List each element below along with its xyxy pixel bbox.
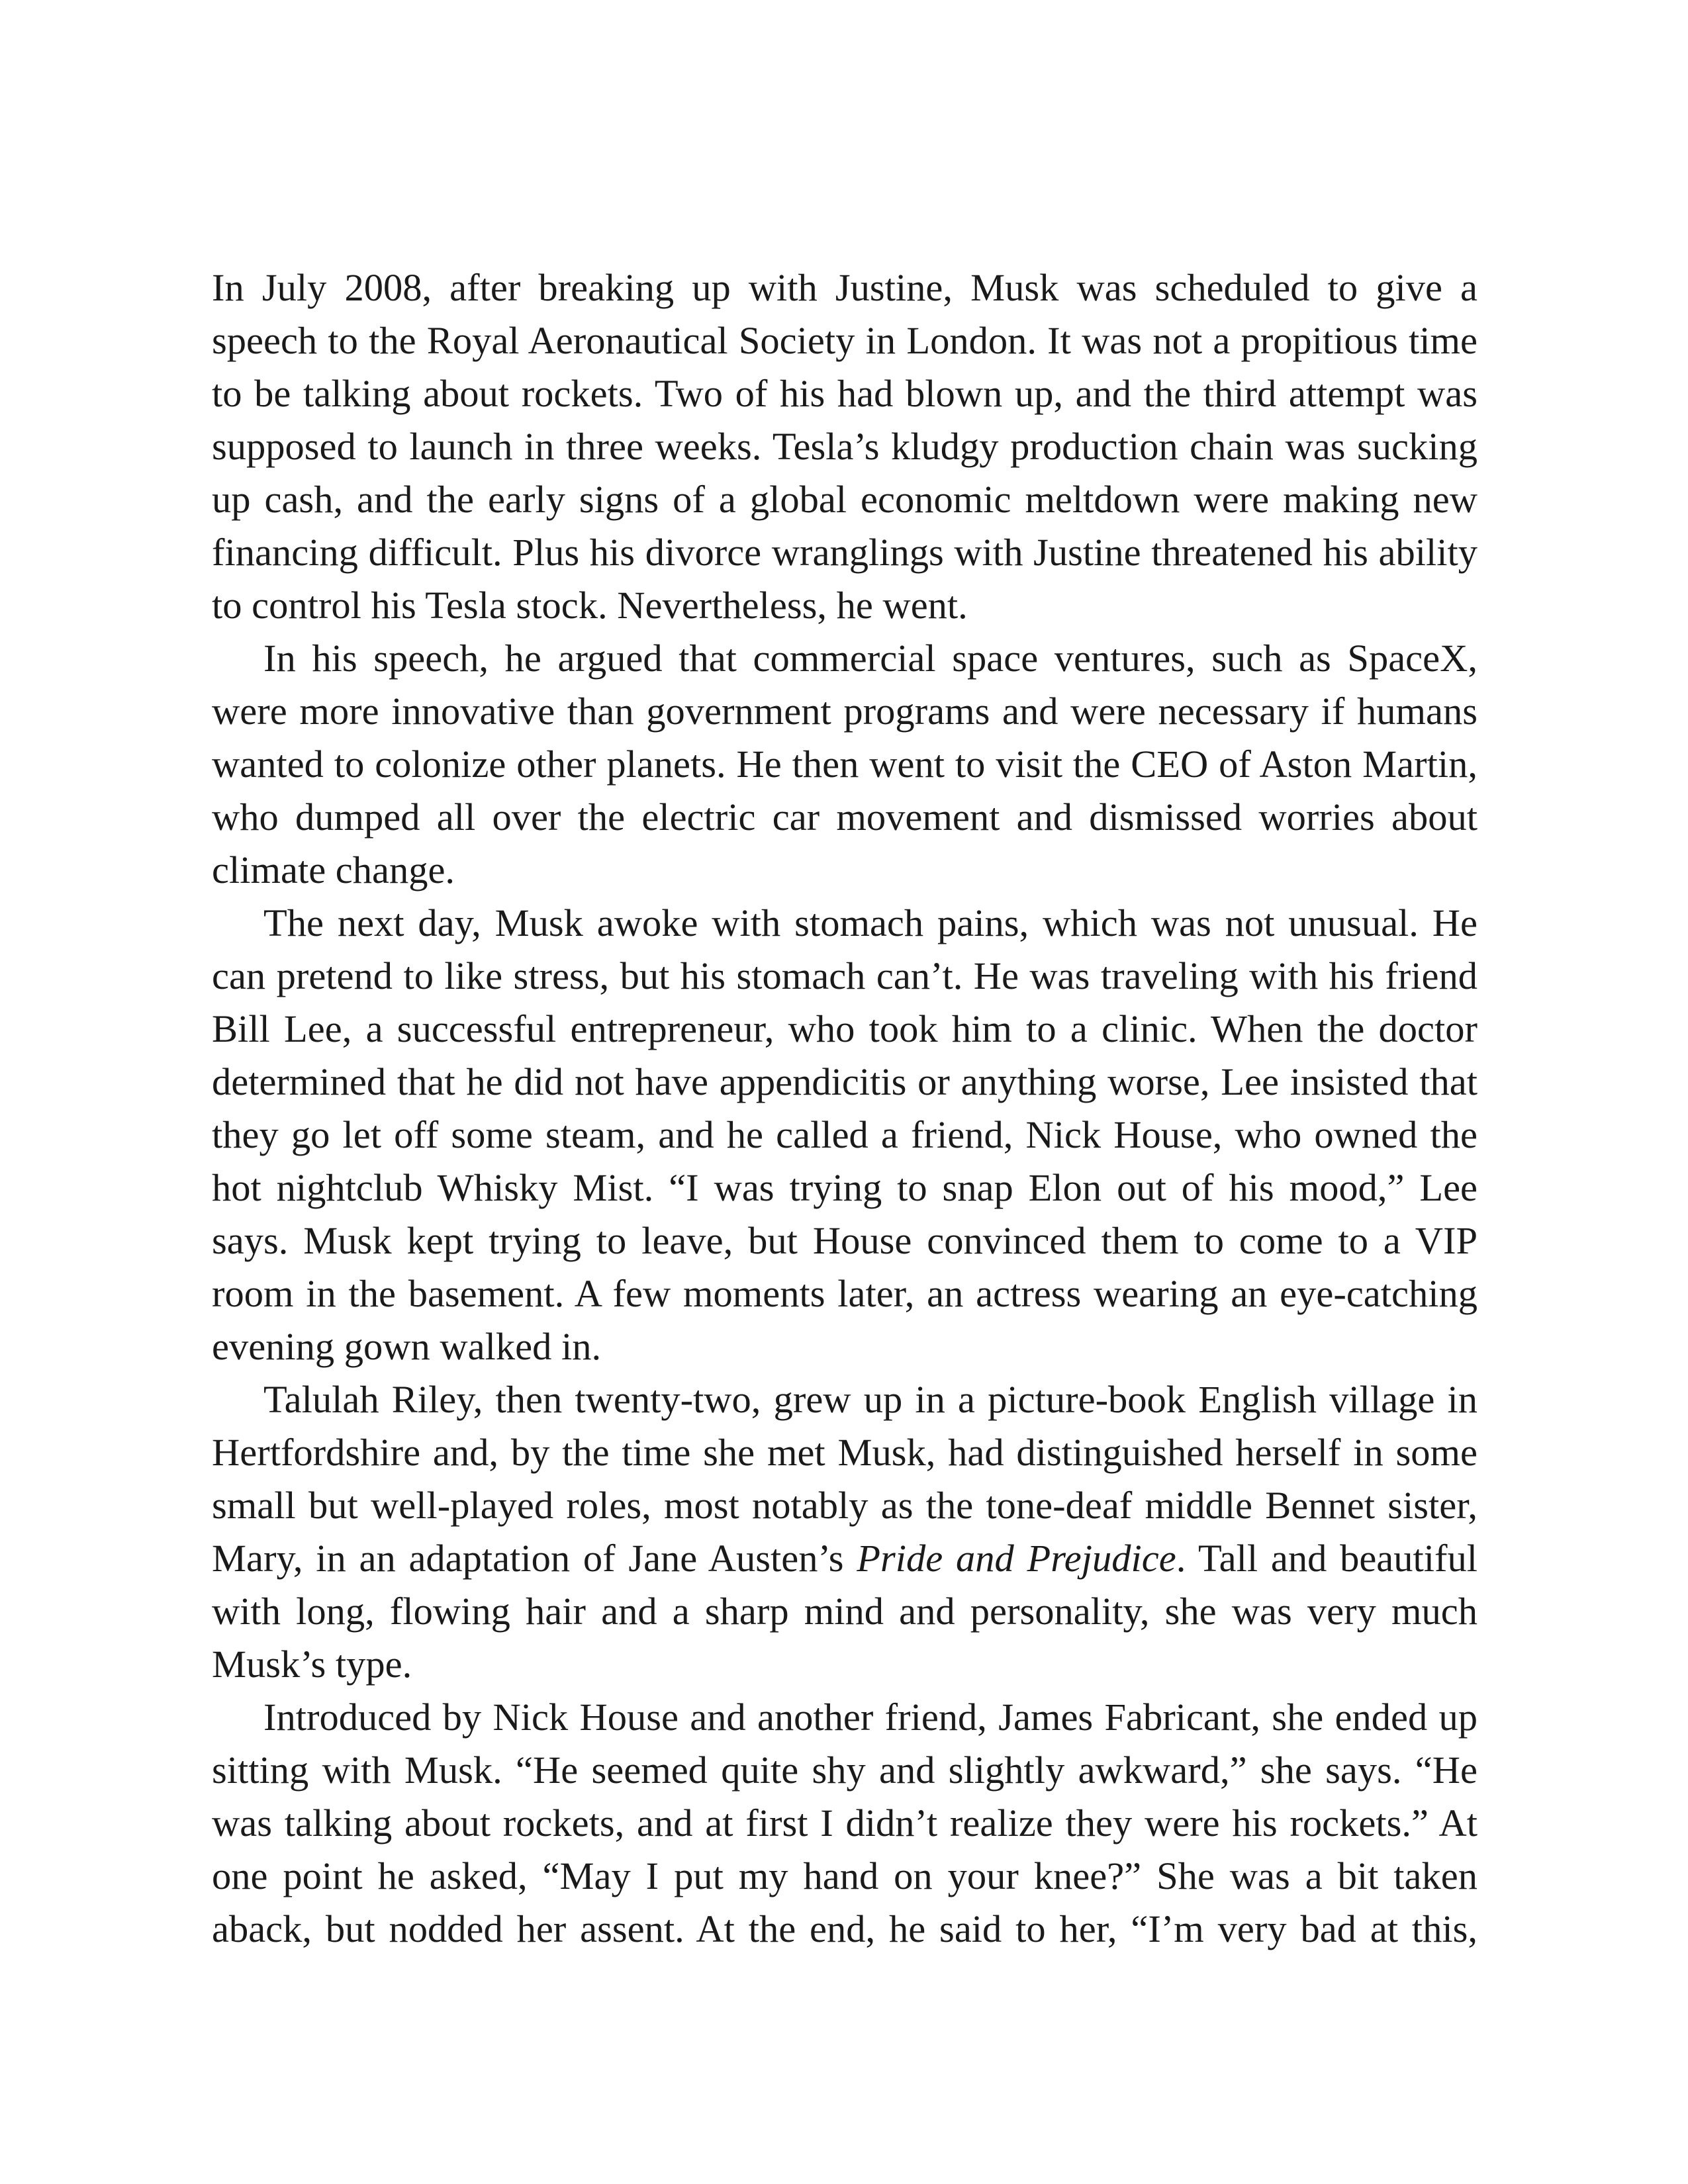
paragraph-4-text-before: Talulah Riley, then twenty-two, grew up in a picture-book English village in Hertfordshire and, by the time she met Musk, had distinguished herself in some small but well-played roles, most notably as the tone-deaf middle Bennet sister, Mary, in an adaptation of Jane Austen’s: [212, 1378, 1477, 1580]
page-body: [212, 261, 1477, 1956]
paragraph-4: [212, 1373, 1477, 1691]
paragraph-3: The next day, Musk awoke with stomach pains, which was not unusual. He can pretend to like stress, but his stomach can’t. He was traveling with his friend Bill Lee, a successful entrepreneur, who took him to a clinic. When the doctor determined that he did not have appendicitis or anything worse, Lee insisted that they go let off some steam, and he called a friend, Nick House, who owned the hot nightclub Whisky Mist. “I was trying to snap Elon out of his mood,” Lee says. Musk kept trying to leave, but House convinced them to come to a VIP room in the basement. A few moments later, an actress wearing an eye-catching evening gown walked in.: [212, 901, 1477, 1368]
paragraph-1: In July 2008, after breaking up with Justine, Musk was scheduled to give a speech to the Royal Aeronautical Society in London. It was not a propitious time to be talking about rockets. Two of his had blown up, and the third attempt was supposed to launch in three weeks. Tesla’s kludgy production chain was sucking up cash, and the early signs of a global economic meltdown were making new financing difficult. Plus his divorce wranglings with Justine threatened his ability to control his Tesla stock. Nevertheless, he went.: [212, 266, 1477, 627]
paragraph-4-text-after: . Tall and beautiful with long, flowing hair and a sharp mind and personality, she was very much Musk’s type.: [212, 1537, 1478, 1686]
paragraph-2: In his speech, he argued that commercial space ventures, such as SpaceX, were more innovative than government programs and were necessary if humans wanted to colonize other planets. He then went to visit the CEO of Aston Martin, who dumped all over the electric car movement and dismissed worries about climate change.: [212, 637, 1477, 891]
book-title-italic: Pride and Prejudice: [857, 1537, 1176, 1580]
paragraph-5: Introduced by Nick House and another friend, James Fabricant, she ended up sitting with Musk. “He seemed quite shy and slightly awkward,” she says. “He was talking about rockets, and at first I didn’t realize they were his rockets.” At one point he asked, “May I put my hand on your knee?” She was a bit taken aback, but nodded her assent. At the end, he said to her, “I’m very bad at this,: [212, 1696, 1477, 1950]
